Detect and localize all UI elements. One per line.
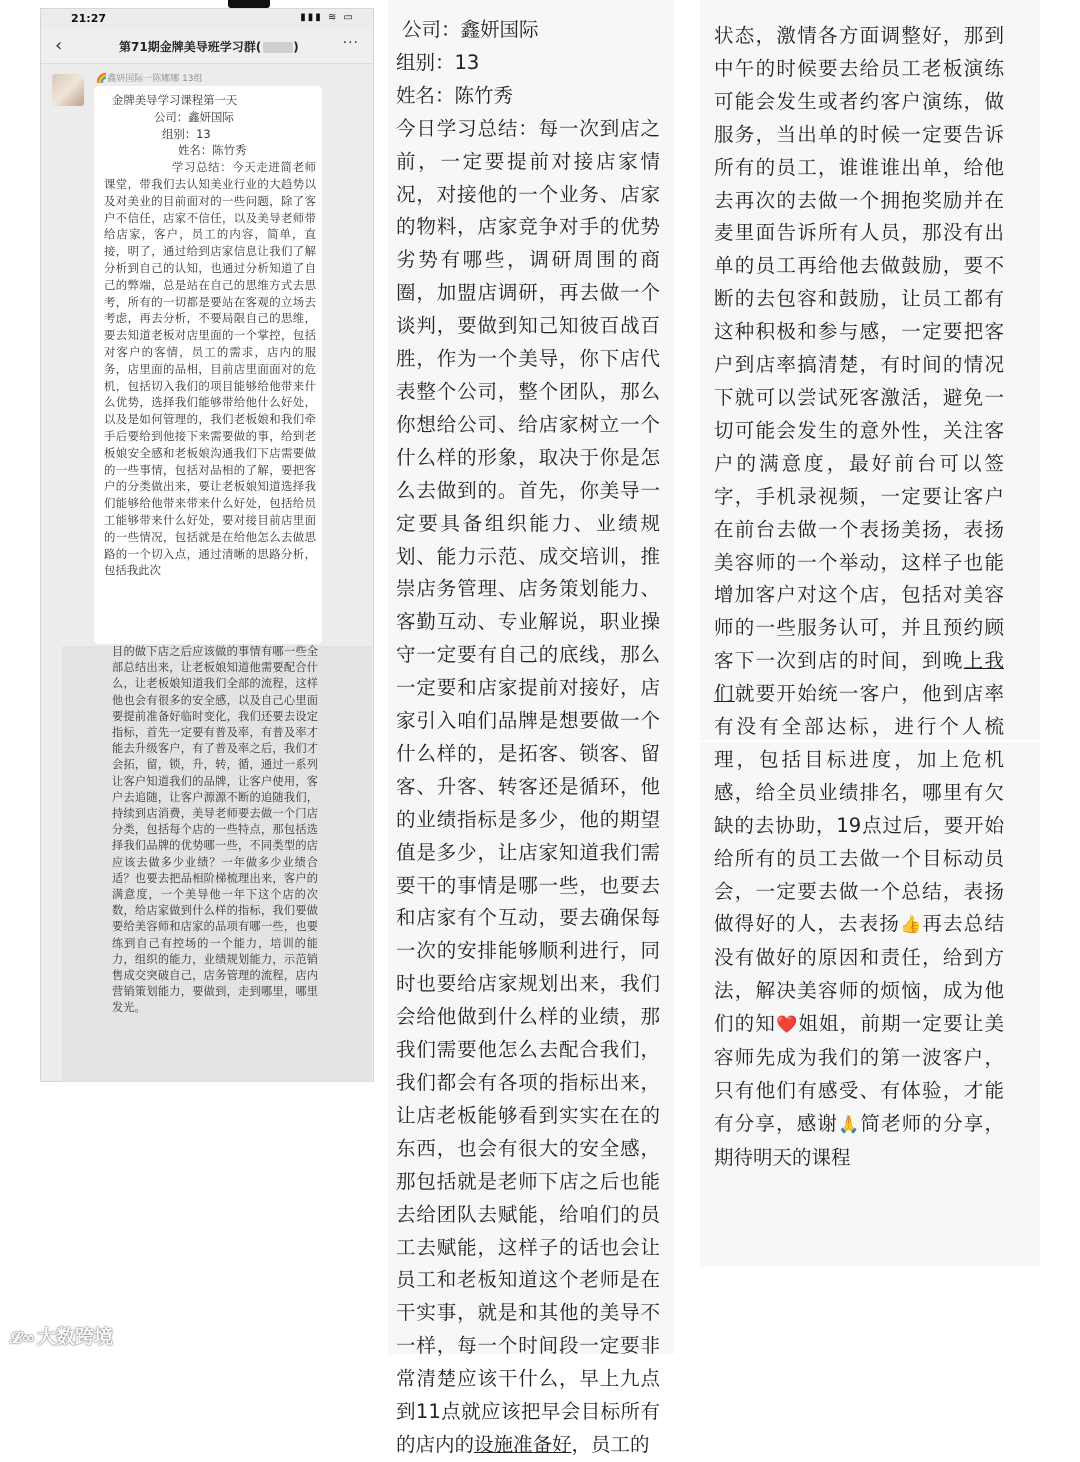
message-heading: 金牌美导学习课程第一天 (112, 93, 238, 107)
message-text (104, 92, 316, 619)
watermark (10, 1322, 113, 1349)
message-name: 姓名：陈竹秀 (178, 143, 247, 158)
group-line: 组别：13 (396, 50, 480, 74)
praying-hands-icon: 🙏 (838, 1114, 861, 1135)
column3-text-b: 就要开始统一客户，他到店率有没有全部达标，进行个人梳理，包括目标进度，加上危机感，给全员业绩排名，哪里有欠缺的去协助，19点过后，要开始给所有的员工去做一个目标动员会，一定要去做一个总结，表扬做得好的人，去表扬 (714, 682, 1004, 936)
underlined-phrase: 设施准备好 (474, 1432, 572, 1456)
watermark-text: 大数跨境 (36, 1326, 113, 1348)
column3-text-c: 再去总结没有做好的原因和责任，给到方法，解决美容师的烦恼，成为他们的知 (714, 912, 1004, 1036)
status-bar (41, 9, 373, 29)
avatar[interactable] (52, 74, 84, 106)
binder-clip-left (228, 0, 270, 8)
status-time: 21:27 (71, 12, 107, 25)
column3-text-a: 状态，激情各方面调整好，那到中午的时候要去给员工老板演练可能会发生或者约客户演练，做服务，当出单的时候一定要告诉所有的员工，谁谁谁出单，给他去再次的去做一个拥抱奖励并在麦里面告诉所有人员，那没有出单的员工再给他去做鼓励，要不断的去包容和鼓励，让员工都有这种积极和参与感，一定要把客户到店率搞清楚，有时间的情况下就可以尝试死客激活，避免一切可能会发生的意外性，关注客户的满意度，最好前台可以签字，手机录视频，一定要让客户在前台去做一个表扬美扬，表扬美容师的一个举动，这样子也能增加客户对这个店，包括对美容师的一些服务认可，并且预约顾客下一次到店的时间，到晚 (714, 24, 1004, 673)
summary-body: 今日学习总结：每一次到店之前，一定要提前对接店家情况，对接他的一个业务、店家的物料，店家竞争对手的优势劣势有哪些，调研周围的商圈，加盟店调研，再去做一个谈判，要做到知己知彼百战百胜，作为一个美导，你下店代表整个公司，整个团队，那么你想给公司、给店家树立一个什么样的形象，取决于你是怎么去做到的。首先，你美导一定要具备组织能力、业绩规划、能力示范、成交培训，推崇店务管理、店务策划能力、客勤互动、专业解说，职业操守一定要有自己的底线，那么一定要和店家提前对接好，店家引入咱们品牌是想要做一个什么样的，是拓客、锁客、留客、升客、转客还是循环，他的业绩指标是多少，他的期望值是多少，让店家知道我们需要干的事情是哪一些，也要去和店家有个互动，要去确保每一次的安排能够顺利进行，同时也要给店家规划出来，我们会给他做到什么样的业绩，那我们需要他怎么去配合我们，我们都会有各项的指标出来，让店老板能够看到实实在在的东西，也会有很大的安全感，那包括就是老师下店之后也能去给团队去赋能，给咱们的员工去赋能，这样子的话也会让员工和老板知道这个老师是在干实事，就是和其他的美导不一样，每一个时间段一定要非常清楚应该干什么，早上九点到11点就应该把早会目标所有的店内的 (396, 116, 660, 1456)
more-dots-icon[interactable]: ··· (342, 35, 359, 51)
column3-underlined: 上我们 (714, 649, 1004, 706)
message-body-part1: 学习总结：今天走进简老师课堂，带我们去认知美业行业的大趋势以及对美业的目前面对的一些问题，除了客户不信任，店家不信任，以及美导老师带给店家，客户，员工的内容，简单，直接，明了，通过给到店家信息让我们了解分析到自己的认知，也通过分析知道了自己的弊端，总是站在自己的思维方式去思考，所有的一切都是要站在客观的立场去考虑，再去分析，不要局限自己的思维，要去知道老板对店里面的一个掌控，包括对客户的客情，员工的需求，店内的服务，店里面的品相，目前店里面面对的危机，包括切入我们的项目能够给他带来什么优势，选择我们能够带给他什么好处，以及是如何管理的，我们老板娘和我们牵手后要给到他接下来需要做的事，给到老板娘安全感和老板娘沟通我们下店需要做的一些事情，包括对品相的了解，要把客户的分类做出来，要让老板娘知道选择我们能够给他带来带来什么好处，包括给员工能够带来什么好处，要对接目前店里面的一些情况，包括就是在给他怎么去做思路的一个切入点，通过清晰的思路分析，包括我此次 (104, 160, 316, 578)
watermark-logo-icon: 𝓛∞ (10, 1328, 35, 1347)
message-company: 公司：鑫妍国际 (154, 109, 234, 124)
column3-text-d: 姐姐，前期一定要让美容师先成为我们的第一波客户，只有他们有感受、有体验，才能有分享，感谢 (714, 1012, 1004, 1135)
summary-tail: ，员工的 (571, 1432, 650, 1456)
column3-text-e: 简老师的分享，期待明天的课程 (714, 1111, 1004, 1169)
message-body-part2: 目的做下店之后应该做的事情有哪一些全部总结出来，让老板娘知道他需要配合什么，让老板娘知道我们全部的流程，这样他也会有很多的安全感，以及自己心里面要提前准备好临时变化，我们还要去设定指标，首先一定要有普及率，有普及率才能去升级客户，有了普及率之后，我们才会拓，留，锁，升，转，循，通过一系列让客户知道我们的品牌，让客户使用，客户去追随，让客户源源不断的追随我们，持续到店消费，美导老师要去做一个门店分类，包括每个店的一些特点，那包括选择我们品牌的优势哪一些，不同类型的店应该去做多少业绩？一年做多少业绩合适？也要去把品相阶梯梳理出来，客户的满意度，一个美导他一年下这个店的次数，给店家做到什么样的指标，我们要做要给美容师和店家的品项有哪一些，也要练到自己有控场的一个能力，培训的能力，组织的能力，业绩规划能力，示范销售成交突破自己，店务管理的流程，店内营销策划能力，要做到，走到哪里，哪里发光。 (112, 645, 318, 1015)
company-line: 公司：鑫妍国际 (402, 18, 539, 41)
summary-text (396, 113, 660, 1462)
thumbs-up-icon: 👍 (900, 915, 923, 936)
name-line: 姓名：陈竹秀 (396, 83, 514, 107)
chat-nav-bar (41, 29, 373, 64)
chevron-left-icon[interactable]: ‹ (55, 35, 63, 56)
redacted-block (263, 42, 293, 53)
text-column-3 (714, 20, 1004, 1175)
message-group: 组别：13 (162, 126, 211, 141)
text-column-2 (396, 14, 660, 1462)
sender-name: 🌈鑫妍国际一陈娜娜 13组 (96, 74, 203, 84)
signal-wifi-battery-icon: ▮▮▮ ≋ ▭ (300, 12, 355, 23)
heart-icon: ❤️ (776, 1015, 799, 1036)
chat-title: 第71期金牌美导班学习群( ) (119, 40, 299, 54)
